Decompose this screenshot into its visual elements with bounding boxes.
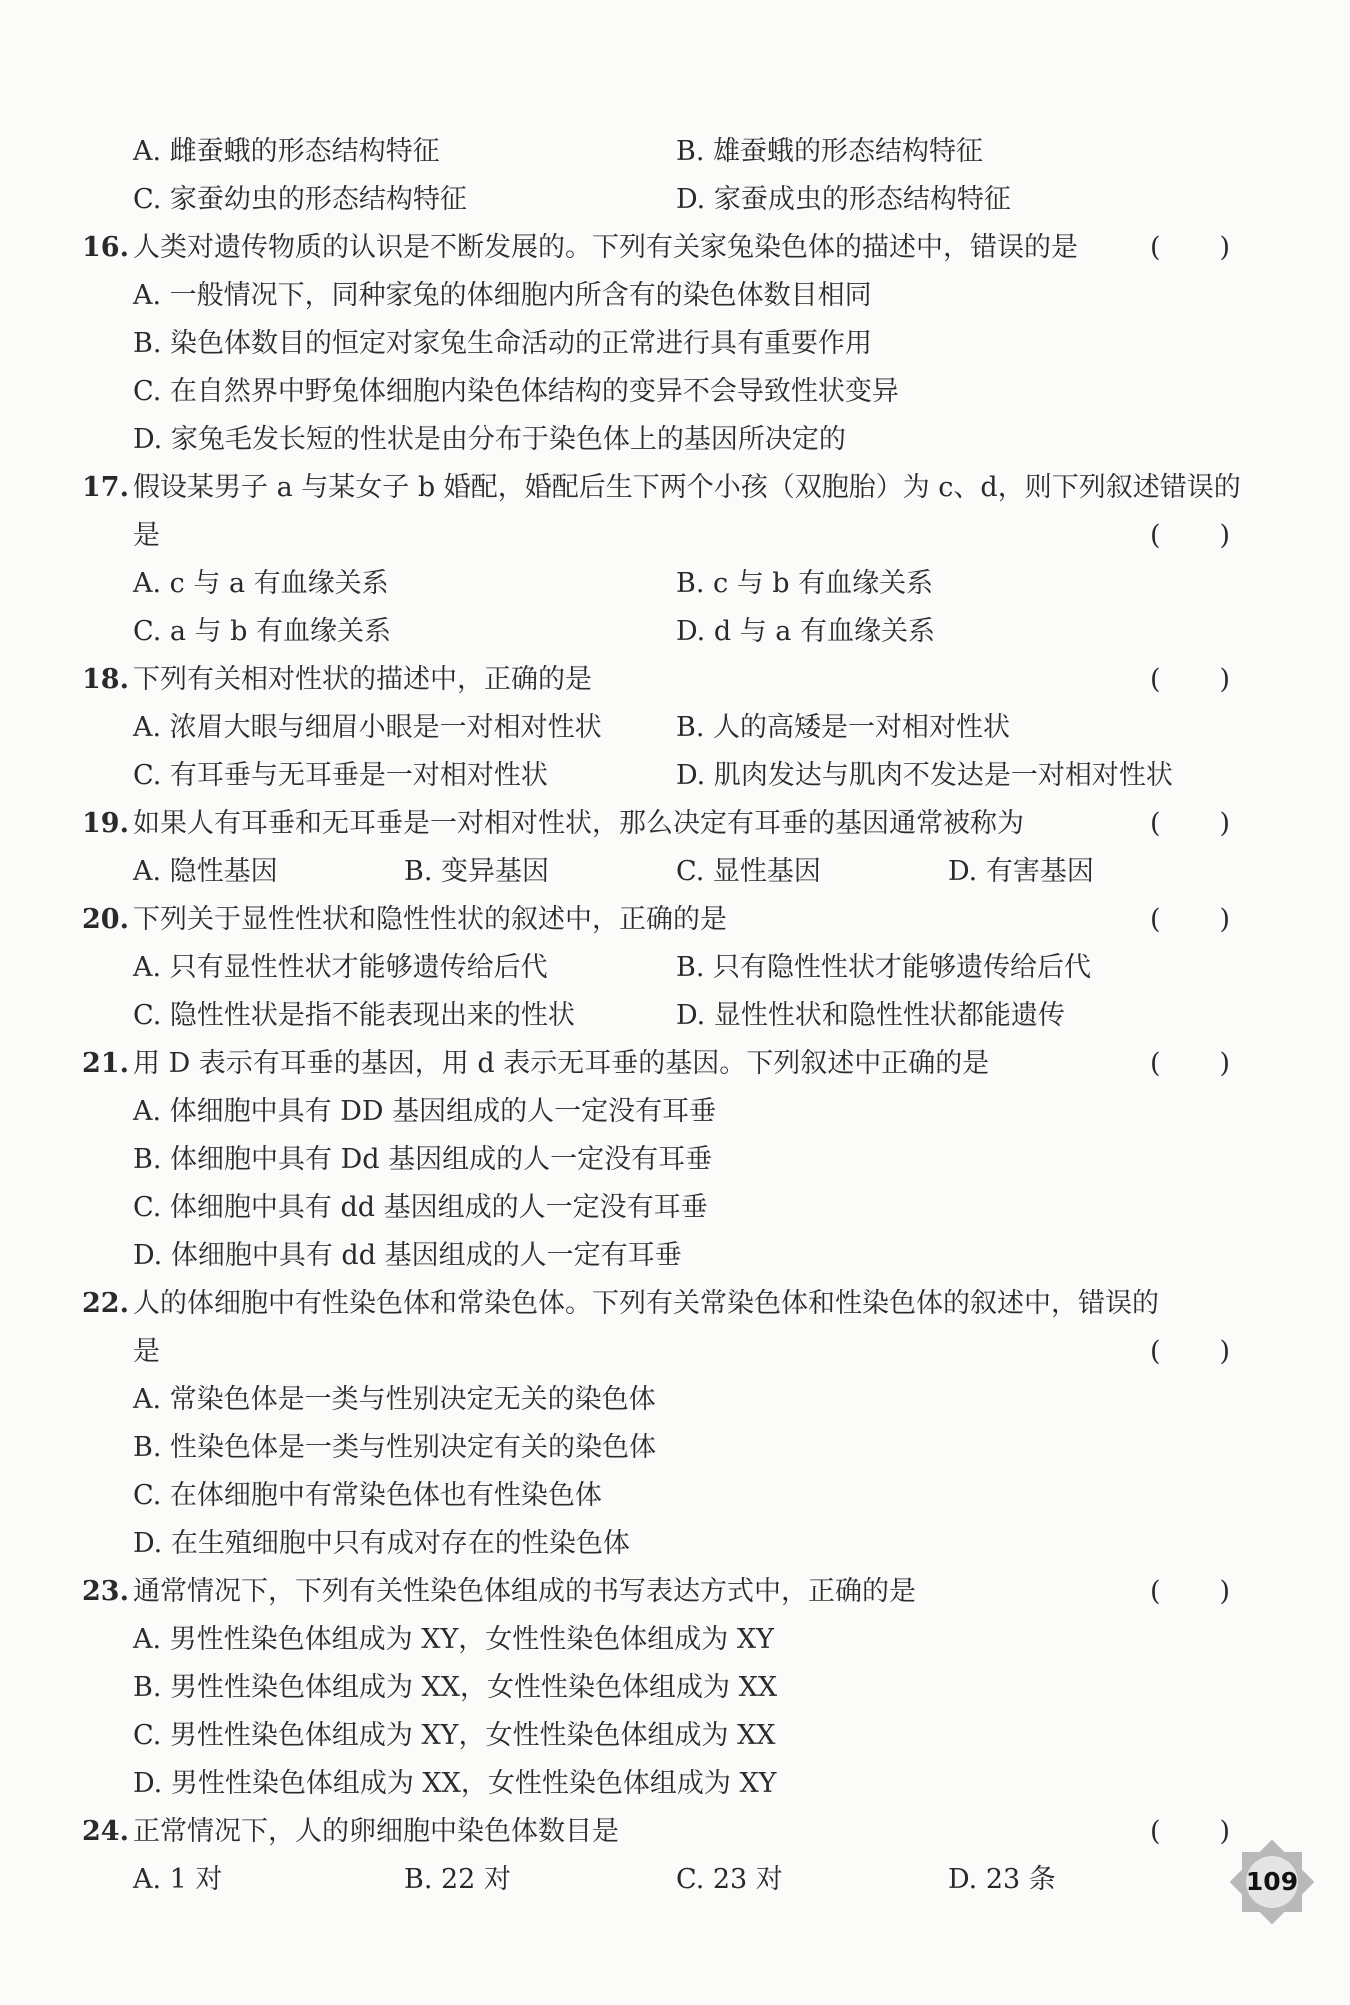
q17-option-b: B. c 与 b 有血缘关系	[676, 568, 934, 599]
q16-option-b-line	[0, 320, 1350, 368]
q16-option-c-line	[0, 368, 1350, 416]
q19-stem: 如果人有耳垂和无耳垂是一对相对性状，那么决定有耳垂的基因通常被称为	[133, 808, 1024, 839]
q16-option-b: B. 染色体数目的恒定对家兔生命活动的正常进行具有重要作用	[133, 328, 873, 359]
q24-option-c: C. 23 对	[676, 1864, 783, 1895]
q18-options-row-2	[0, 752, 1350, 800]
paren-open: (	[1150, 1336, 1161, 1367]
q20-option-c: C. 隐性性状是指不能表现出来的性状	[133, 1000, 575, 1031]
q20-stem-line	[0, 896, 1350, 944]
q22-stem-line-2	[0, 1328, 1350, 1376]
q22-option-b: B. 性染色体是一类与性别决定有关的染色体	[133, 1432, 657, 1463]
q24-stem-line	[0, 1808, 1350, 1856]
q19-option-b: B. 变异基因	[404, 856, 550, 887]
q16-option-d-line	[0, 416, 1350, 464]
paren-close: )	[1219, 520, 1230, 551]
q16-number: 16.	[82, 232, 129, 263]
q15-options-row-2	[0, 176, 1350, 224]
paren-close: )	[1219, 808, 1230, 839]
paren-close: )	[1219, 1336, 1230, 1367]
q17-stem-2: 是	[133, 520, 160, 551]
q21-option-d: D. 体细胞中具有 dd 基因组成的人一定有耳垂	[133, 1240, 682, 1271]
paren-open: (	[1150, 1576, 1161, 1607]
paren-open: (	[1150, 664, 1161, 695]
q19-options-row	[0, 848, 1350, 896]
q17-number: 17.	[82, 472, 129, 503]
q20-number: 20.	[82, 904, 129, 935]
q21-number: 21.	[82, 1048, 129, 1079]
paren-close: )	[1219, 904, 1230, 935]
q22-option-c: C. 在体细胞中有常染色体也有性染色体	[133, 1480, 602, 1511]
q22-answer-blank[interactable]	[1150, 1328, 1230, 1376]
q16-option-a: A. 一般情况下，同种家兔的体细胞内所含有的染色体数目相同	[133, 280, 872, 311]
q22-stem-2: 是	[133, 1336, 160, 1367]
q18-number: 18.	[82, 664, 129, 695]
q15-option-d: D. 家蚕成虫的形态结构特征	[676, 184, 1011, 215]
paren-close: )	[1219, 664, 1230, 695]
q20-stem: 下列关于显性性状和隐性性状的叙述中，正确的是	[133, 904, 727, 935]
q20-answer-blank[interactable]	[1150, 896, 1230, 944]
q17-stem-1: 假设某男子 a 与某女子 b 婚配，婚配后生下两个小孩（双胞胎）为 c、d，则下列叙述错误的	[133, 472, 1241, 503]
q18-stem-line	[0, 656, 1350, 704]
q17-answer-blank[interactable]	[1150, 512, 1230, 560]
q21-option-c: C. 体细胞中具有 dd 基因组成的人一定没有耳垂	[133, 1192, 708, 1223]
q21-stem-line	[0, 1040, 1350, 1088]
paren-open: (	[1150, 808, 1161, 839]
q22-option-c-line	[0, 1472, 1350, 1520]
q18-stem: 下列有关相对性状的描述中，正确的是	[133, 664, 592, 695]
q24-number: 24.	[82, 1816, 129, 1847]
q15-options-row-1	[0, 128, 1350, 176]
q18-options-row-1	[0, 704, 1350, 752]
q21-option-d-line	[0, 1232, 1350, 1280]
q17-option-d: D. d 与 a 有血缘关系	[676, 616, 935, 647]
q20-options-row-2	[0, 992, 1350, 1040]
q23-option-c-line	[0, 1712, 1350, 1760]
q21-option-a: A. 体细胞中具有 DD 基因组成的人一定没有耳垂	[133, 1096, 717, 1127]
paren-open: (	[1150, 904, 1161, 935]
q19-answer-blank[interactable]	[1150, 800, 1230, 848]
q24-option-d: D. 23 条	[948, 1864, 1056, 1895]
q17-options-row-1	[0, 560, 1350, 608]
paren-open: (	[1150, 232, 1161, 263]
q23-stem: 通常情况下，下列有关性染色体组成的书写表达方式中，正确的是	[133, 1576, 916, 1607]
q20-option-d: D. 显性性状和隐性性状都能遗传	[676, 1000, 1065, 1031]
page-number: 109	[1245, 1867, 1299, 1896]
q15-option-a: A. 雌蚕蛾的形态结构特征	[133, 136, 440, 167]
q16-option-a-line	[0, 272, 1350, 320]
q24-option-a: A. 1 对	[133, 1864, 223, 1895]
q23-option-b: B. 男性性染色体组成为 XX，女性性染色体组成为 XX	[133, 1672, 778, 1703]
q24-stem: 正常情况下，人的卵细胞中染色体数目是	[133, 1816, 619, 1847]
q17-stem-line-1	[0, 464, 1350, 512]
q19-stem-line	[0, 800, 1350, 848]
q23-option-a: A. 男性性染色体组成为 XY，女性性染色体组成为 XY	[133, 1624, 774, 1655]
q17-options-row-2	[0, 608, 1350, 656]
paren-open: (	[1150, 1816, 1161, 1847]
q23-stem-line	[0, 1568, 1350, 1616]
q24-answer-blank[interactable]	[1150, 1808, 1230, 1856]
q22-option-d: D. 在生殖细胞中只有成对存在的性染色体	[133, 1528, 630, 1559]
paren-close: )	[1219, 1816, 1230, 1847]
q21-stem: 用 D 表示有耳垂的基因，用 d 表示无耳垂的基因。下列叙述中正确的是	[133, 1048, 990, 1079]
q23-option-d: D. 男性性染色体组成为 XX，女性性染色体组成为 XY	[133, 1768, 777, 1799]
q19-option-d: D. 有害基因	[948, 856, 1094, 887]
q23-option-c: C. 男性性染色体组成为 XY，女性性染色体组成为 XX	[133, 1720, 776, 1751]
q20-options-row-1	[0, 944, 1350, 992]
q23-option-a-line	[0, 1616, 1350, 1664]
q22-stem-line-1	[0, 1280, 1350, 1328]
q15-option-b: B. 雄蚕蛾的形态结构特征	[676, 136, 984, 167]
q18-option-d: D. 肌肉发达与肌肉不发达是一对相对性状	[676, 760, 1173, 791]
q17-option-c: C. a 与 b 有血缘关系	[133, 616, 391, 647]
q16-option-c: C. 在自然界中野兔体细胞内染色体结构的变异不会导致性状变异	[133, 376, 899, 407]
q16-stem-line	[0, 224, 1350, 272]
q20-option-b: B. 只有隐性性状才能够遗传给后代	[676, 952, 1092, 983]
q18-option-c: C. 有耳垂与无耳垂是一对相对性状	[133, 760, 548, 791]
q16-option-d: D. 家兔毛发长短的性状是由分布于染色体上的基因所决定的	[133, 424, 846, 455]
q16-stem: 人类对遗传物质的认识是不断发展的。下列有关家兔染色体的描述中，错误的是	[133, 232, 1078, 263]
q19-number: 19.	[82, 808, 129, 839]
q21-option-c-line	[0, 1184, 1350, 1232]
q22-option-a: A. 常染色体是一类与性别决定无关的染色体	[133, 1384, 656, 1415]
paren-close: )	[1219, 1576, 1230, 1607]
q24-options-row	[0, 1856, 1350, 1904]
q21-option-b: B. 体细胞中具有 Dd 基因组成的人一定没有耳垂	[133, 1144, 713, 1175]
q23-option-b-line	[0, 1664, 1350, 1712]
q22-option-a-line	[0, 1376, 1350, 1424]
q21-option-b-line	[0, 1136, 1350, 1184]
paren-open: (	[1150, 1048, 1161, 1079]
q22-number: 22.	[82, 1288, 129, 1319]
q21-answer-blank[interactable]	[1150, 1040, 1230, 1088]
q16-answer-blank[interactable]	[1150, 224, 1230, 272]
q18-option-a: A. 浓眉大眼与细眉小眼是一对相对性状	[133, 712, 602, 743]
paren-close: )	[1219, 232, 1230, 263]
q23-number: 23.	[82, 1576, 129, 1607]
q23-answer-blank[interactable]	[1150, 1568, 1230, 1616]
q22-stem-1: 人的体细胞中有性染色体和常染色体。下列有关常染色体和性染色体的叙述中，错误的	[133, 1288, 1159, 1319]
q20-option-a: A. 只有显性性状才能够遗传给后代	[133, 952, 548, 983]
q19-option-a: A. 隐性基因	[133, 856, 278, 887]
q15-option-c: C. 家蚕幼虫的形态结构特征	[133, 184, 467, 215]
q21-option-a-line	[0, 1088, 1350, 1136]
paren-close: )	[1219, 1048, 1230, 1079]
q17-option-a: A. c 与 a 有血缘关系	[133, 568, 389, 599]
q18-option-b: B. 人的高矮是一对相对性状	[676, 712, 1011, 743]
page-number-badge	[1230, 1840, 1314, 1924]
q22-option-b-line	[0, 1424, 1350, 1472]
q17-stem-line-2	[0, 512, 1350, 560]
paren-open: (	[1150, 520, 1161, 551]
q18-answer-blank[interactable]	[1150, 656, 1230, 704]
q19-option-c: C. 显性基因	[676, 856, 821, 887]
q23-option-d-line	[0, 1760, 1350, 1808]
q24-option-b: B. 22 对	[404, 1864, 511, 1895]
q22-option-d-line	[0, 1520, 1350, 1568]
